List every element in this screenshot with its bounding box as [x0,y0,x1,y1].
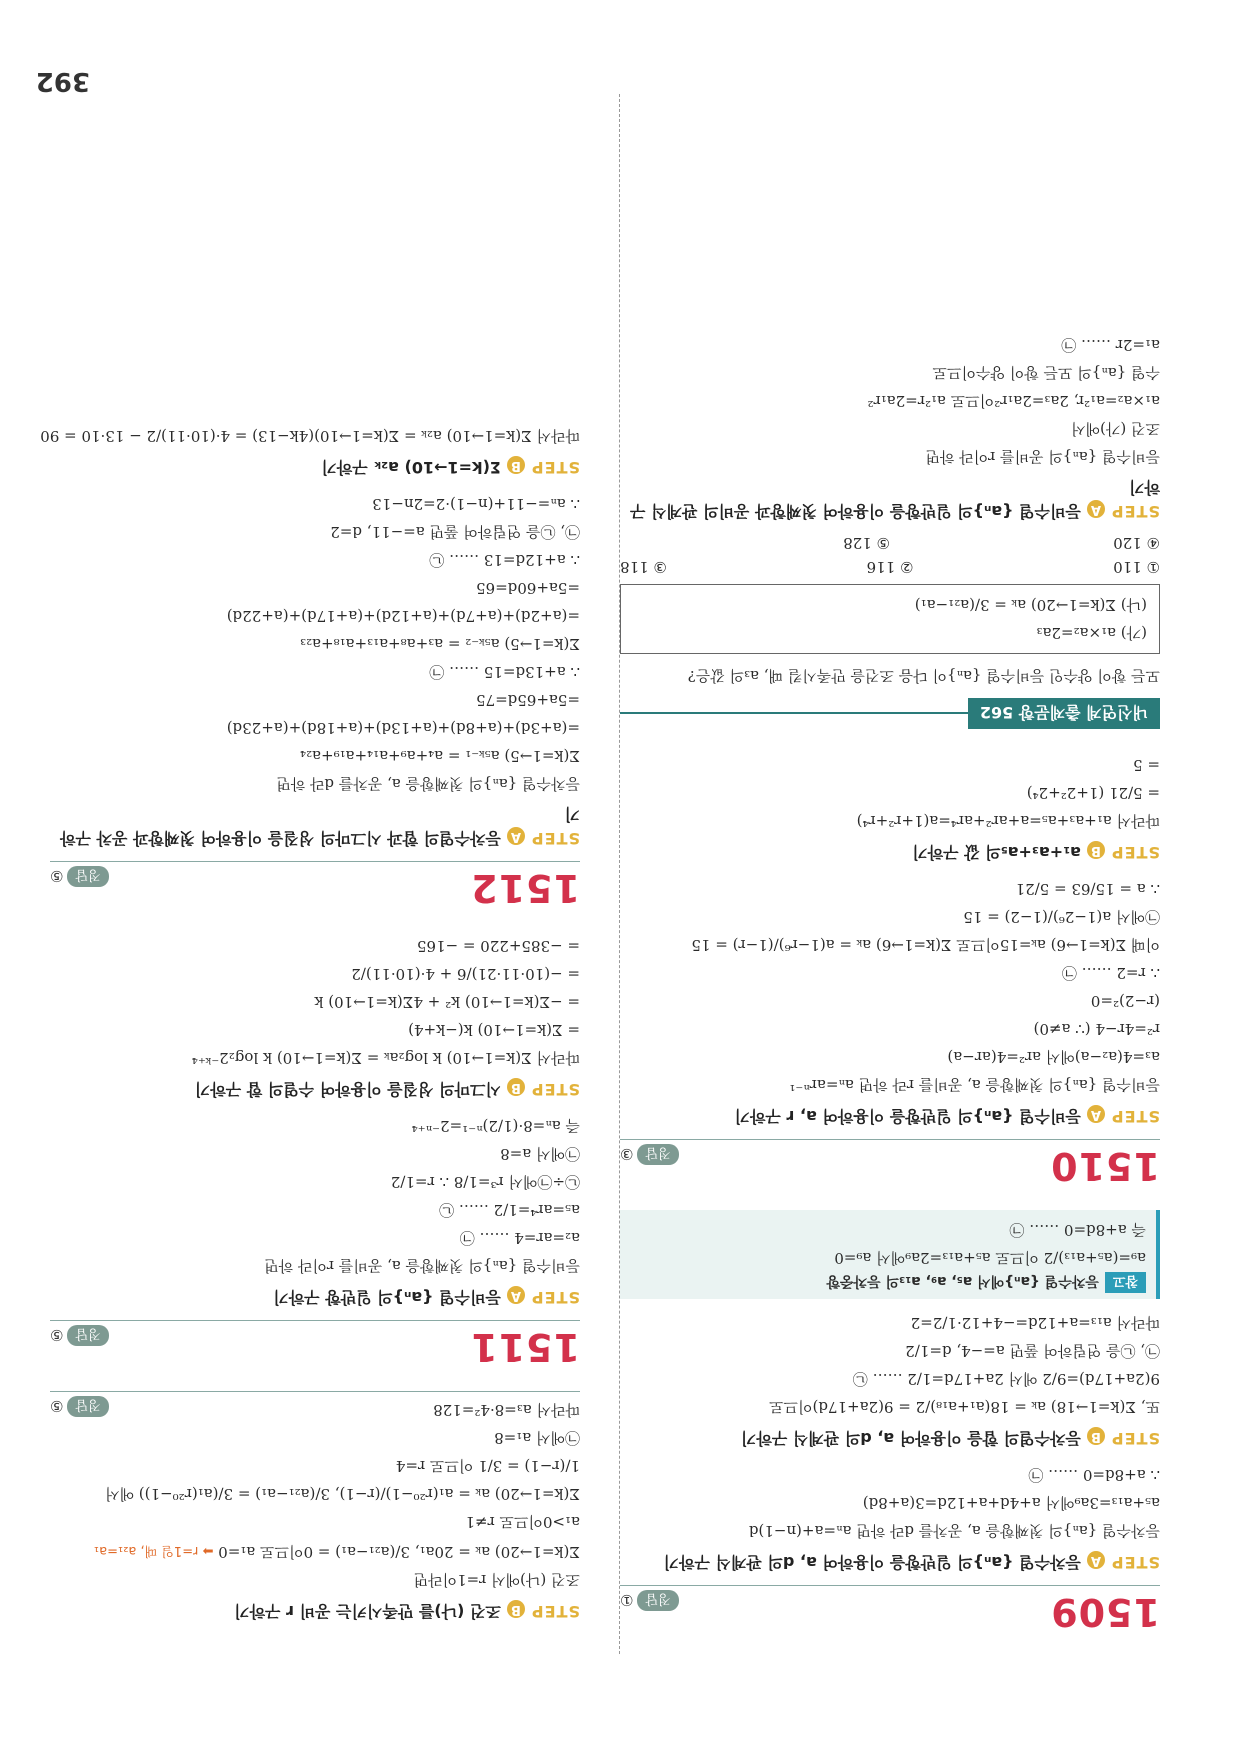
line: = −385+220 = −165 [416,937,580,955]
problem-1512 [40,422,580,910]
problem-1510 [620,751,1160,1188]
left-column [620,309,1160,1634]
problem-header [620,1139,1160,1188]
answer [620,1144,679,1165]
step-b-title: STEPBΣ(k=1→10) a₂ₖ 구하기 [321,458,580,477]
line: ㉠에서 a=8 [500,1145,580,1163]
problem-number: 1511 [470,1325,580,1369]
line: 이때 Σ(k=1→6) aₖ=15이므로 Σ(k=1→6) aₖ = a(1−r⁶)/(1−r) = 15 [691,936,1160,954]
line: ∴ a = 15/63 = 5/21 [1015,880,1160,898]
line: 즉 a+8d=0 …… ㉠ [1009,1221,1146,1239]
line: 즉 aₙ=8·(1/2)ⁿ⁻¹=2⁻ⁿ⁺⁴ [411,1117,580,1135]
line: 따라서 a₁+a₃+a₅=a+ar²+ar⁴=a(1+r²+r⁴) [856,812,1160,830]
step-b-title: STEPBa₁+a₃+a₅의 값 구하기 [912,843,1160,862]
choice: ③ 118 [620,558,667,576]
line: ∴ r=2 …… ㉠ [1061,964,1160,982]
line: 등비수열 {aₙ}의 첫째항을 a, 공비를 r라 하면 aₙ=arⁿ⁻¹ [789,1076,1160,1094]
answer [50,1325,109,1346]
line: 1/(r−1) = 3/1 이므로 r=4 [395,1457,580,1475]
line: ㉠에서 a(1−2⁶)/(1−2) = 15 [963,908,1160,926]
step-b-title: STEPB시그마의 성질을 이용하여 수열의 합 구하기 [194,1080,580,1099]
line: a₂=ar=4 …… ㉠ [459,1229,580,1247]
line: ∴ aₙ=−11+(n−1)·2=2n−13 [372,495,580,513]
choices-row-2 [620,534,1160,552]
line: a₁=2r …… ㉠ [1061,336,1160,354]
line: ∴ a+8d=0 …… ㉠ [1028,1466,1160,1484]
line: 또, Σ(k=1→18) aₖ = 18(a₁+a₁₈)/2 = 9(2a+17d)이므로 [769,1398,1160,1416]
side-note: ➡ r=1일 때, a₂₁=a₁ [93,1543,214,1558]
line: =(a+2d)+(a+7d)+(a+12d)+(a+17d)+(a+22d) [226,607,580,625]
line: (r−2)²=0 [1090,992,1160,1010]
answer-badge: 정답 [637,1590,678,1611]
line: 등차수열 {aₙ}의 첫째항을 a, 공차를 d라 하면 aₙ=a+(n−1)d [748,1522,1160,1540]
line: = 5/21 (1+2²+2⁴) [1026,784,1160,802]
line: a₃=4(a₂−a)에서 ar²=4(ar−a) [947,1048,1160,1066]
line: 따라서 a₃=8·4²=128 [433,1401,580,1419]
line: 따라서 a₁₃=a+12d=−4+12·1/2=2 [910,1314,1160,1332]
exam-header [620,698,1160,729]
step-a-title: STEPA등비수열 {aₙ}의 일반항을 이용하여 a, r 구하기 [734,1107,1160,1126]
exam-header-rule [620,713,968,715]
condition-b: (나) Σ(k=1→20) aₖ = 3/(a₂₁−a₁) [914,596,1147,614]
choices-row-1 [620,558,1160,576]
line: r²=4r−4 (∵ a≠0) [1033,1020,1160,1038]
problem-number: 1509 [1050,1590,1160,1634]
right-column [40,400,580,1634]
line: 따라서 Σ(k=1→10) k log₂aₖ = Σ(k=1→10) k log₂2⁻ᵏ⁺⁴ [191,1049,580,1067]
answer-badge: 정답 [67,1396,108,1417]
note-title: 참고등차수열 {aₙ}에서 a₅, a₉, a₁₃의 등차중항 [630,1272,1146,1293]
line: = −(10·11·21)/6 + 4·(10·11)/2 [351,965,580,983]
line: 등비수열 {aₙ}의 공비를 r이라 하면 [925,448,1160,466]
note-box [620,1210,1160,1299]
choice: ② 116 [866,558,914,576]
line: Σ(k=1→5) a₅ₖ₋₂ = a₃+a₈+a₁₃+a₁₈+a₂₃ [300,635,580,653]
step-a-title: STEPA등비수열 {aₙ}의 일반항을 이용하여 첫째항과 공비의 관계식 구하기 [630,478,1160,521]
choice: ⑤ 128 [843,534,890,552]
condition-a: (가) a₁×a₂=2a₃ [1036,624,1147,642]
choice: ① 110 [1113,558,1160,576]
line: =5a+60d=65 [476,579,580,597]
line: = Σ(k=1→10) k(−k+4) [408,1021,580,1039]
line: a₁>0이므로 r≠1 [465,1513,580,1531]
step-a-title: STEPA등비수열 {aₙ}의 일반항 구하기 [273,1288,580,1307]
exam-header-label: 내신연계 출제문항 562 [968,698,1160,729]
answer-value: ⑤ [50,1397,64,1415]
line: =5a+65d=75 [476,691,580,709]
solution-footer [50,1391,580,1424]
line: Σ(k=1→5) a₅ₖ₋₁ = a₄+a₉+a₁₄+a₁₉+a₂₄ [300,747,580,765]
step-b-title: STEPB등차수열의 합을 이용하여 a, d의 관계식 구하기 [740,1429,1160,1448]
line: 등차수열 {aₙ}의 첫째항을 a, 공차를 d라 하면 [276,775,580,793]
answer [620,1590,679,1611]
line: 조건 (가)에서 [1071,420,1160,438]
answer-value: ① [620,1591,634,1609]
choice: ④ 120 [1113,534,1160,552]
line: a₉=(a₅+a₁₃)/2 이므로 a₅+a₁₃=2a₉에서 a₉=0 [834,1249,1146,1267]
line: 9(2a+17d)=9/2 에서 2a+17d=1/2 …… ㉡ [852,1370,1160,1388]
problem-1509 [620,1210,1160,1634]
exam-solution-continued [50,1391,580,1624]
condition-box [620,584,1160,654]
answer-value: ⑤ [50,1326,64,1344]
line: ㉠, ㉡을 연립하여 풀면 a=−11, d=2 [330,523,580,541]
line: ㉡÷㉠에서 r³=1/8 ∴ r=1/2 [390,1173,580,1191]
line: Σ(k=1→20) aₖ = a₁(r²⁰−1)/(r−1), 3/(a₂₁−a₁) = 3/(a₁(r²⁰−1)) 에서 [105,1485,580,1503]
problem-header [50,1320,580,1369]
problem-header [620,1585,1160,1634]
step-a-title: STEPA등차수열의 합과 시그마의 성질을 이용하여 첫째항과 공차 구하기 [60,805,580,848]
answer-value: ③ [620,1145,634,1163]
exam-problem-562 [620,331,1160,729]
answer [50,1396,109,1417]
problem-1511 [50,932,580,1369]
problem-number: 1512 [470,866,580,910]
line: = −Σ(k=1→10) k² + 4Σ(k=1→10) k [314,993,580,1011]
line: 등비수열 {aₙ}의 첫째항을 a, 공비를 r이라 하면 [264,1257,580,1275]
step-b-title: STEPB조건 (나)를 만족시키는 공비 r 구하기 [234,1602,580,1621]
answer-badge: 정답 [67,1325,108,1346]
problem-number: 1510 [1050,1144,1160,1188]
line: Σ(k=1→20) aₖ = 20a₁, 3/(a₂₁−a₁) = 0이므로 a₁=0 ➡ r=1일 때, a₂₁=a₁ [93,1543,580,1561]
line: ∴ a+13d=15 …… ㉠ [429,663,580,681]
problem-header [50,861,580,910]
line: a₅+a₁₃=3a₉에서 a+4d+a+12d=3(a+8d) [862,1494,1160,1512]
line: ㉠에서 a₁=8 [494,1429,580,1447]
line: a₁×a₂=a₁²r, 2a₃=2a₁r²이므로 a₁²r=2a₁r² [867,392,1160,410]
step-a-title: STEPA등차수열 {aₙ}의 일반항을 이용하여 a, d의 관계식 구하기 [663,1553,1160,1572]
line: 조건 (나)에서 r=1이라면 [413,1571,580,1589]
line: a₅=ar⁴=1/2 …… ㉡ [439,1201,580,1219]
line: = 5 [1133,756,1160,774]
page-number: 392 [35,66,90,96]
answer [50,866,109,887]
answer-badge: 정답 [637,1144,678,1165]
exam-question: 모든 항이 양수인 등비수열 {aₙ}이 다음 조건을 만족시킬 때, a₃의 값은? [687,667,1160,685]
line: 따라서 Σ(k=1→10) a₂ₖ = Σ(k=1→10)(4k−13) = 4·(10·11)/2 − 13·10 = 90 [40,427,580,445]
line: =(a+3d)+(a+8d)+(a+13d)+(a+18d)+(a+23d) [226,719,580,737]
line: 수열 {aₙ}의 모든 항이 양수이므로 [932,364,1160,382]
answer-badge: 정답 [67,866,108,887]
line: ㉠, ㉡을 연립하여 풀면 a=−4, d=1/2 [905,1342,1160,1360]
answer-value: ⑤ [50,867,64,885]
line: ∴ a+12d=13 …… ㉡ [429,551,580,569]
